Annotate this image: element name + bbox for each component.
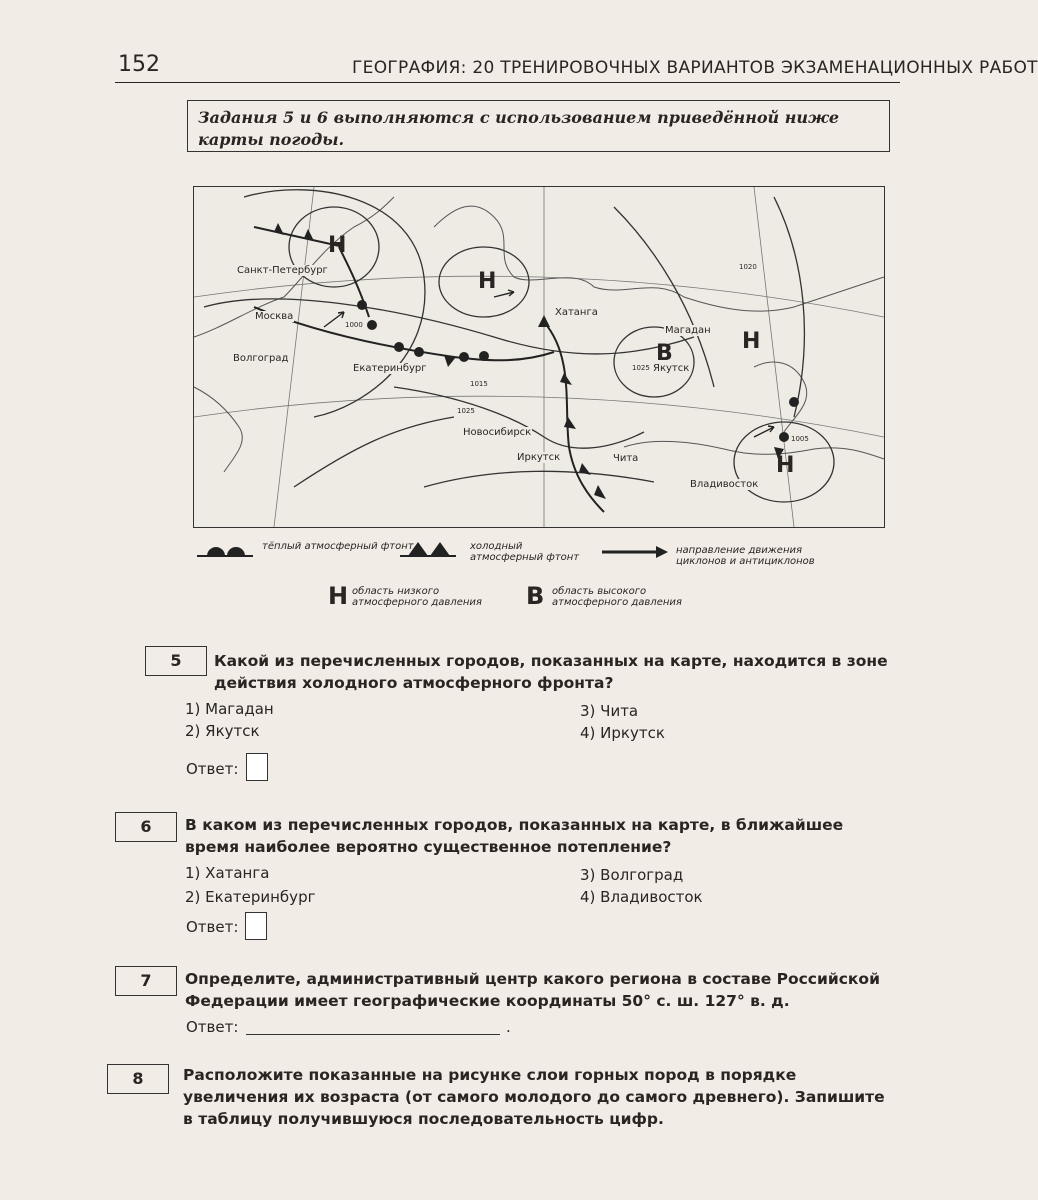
city-irkutsk: Иркутск: [517, 452, 561, 463]
city-spb: Санкт-Петербург: [237, 265, 328, 276]
q5-answer-label: Ответ:: [186, 760, 239, 778]
isobar-label-1020: 1020: [739, 263, 757, 271]
city-magadan: Магадан: [665, 325, 711, 336]
q7-answer-label: Ответ:: [186, 1018, 239, 1036]
q5-answer-input[interactable]: [246, 753, 268, 781]
warm-front-line: [254, 300, 799, 442]
question-number-5: 5: [145, 646, 207, 676]
question-text-7: Определите, административный центр какого региона в составе Российской Федерации имеет географические координаты 50° с. ш. 127° в. д.: [185, 970, 880, 1010]
question-number-7: 7: [115, 966, 177, 996]
cold-front-line: [254, 223, 784, 512]
city-volgograd: Волгоград: [233, 353, 289, 364]
legend-low-symbol: Н: [328, 582, 349, 610]
q6-option-4: 4) Владивосток: [580, 888, 703, 906]
q5-option-2: 2) Якутск: [185, 722, 260, 740]
q6-option-2: 2) Екатеринбург: [185, 888, 316, 906]
city-moscow: Москва: [255, 311, 294, 322]
page-number: 152: [118, 52, 160, 77]
city-khatanga: Хатанга: [555, 307, 598, 318]
city-yakutsk: Якутск: [653, 363, 690, 374]
low-pressure-west: Н: [328, 233, 347, 258]
legend-direction: направление движения циклонов и антициклонов: [676, 545, 815, 567]
q6-option-1: 1) Хатанга: [185, 864, 270, 882]
isobar-label-1025b: 1025: [632, 364, 650, 372]
weather-map: [193, 186, 885, 528]
warm-front-icon: [195, 540, 255, 560]
cold-front-icon: [398, 540, 458, 560]
legend-high-symbol: В: [526, 582, 545, 610]
q6-option-3: 3) Волгоград: [580, 866, 684, 884]
isobar-label-1005: 1005: [791, 435, 809, 443]
question-number-6: 6: [115, 812, 177, 842]
q6-answer-input[interactable]: [245, 912, 267, 940]
intro-text: Задания 5 и 6 выполняются с использованием приведённой ниже карты погоды.: [198, 108, 840, 149]
header-rule: [115, 82, 900, 83]
q5-option-1: 1) Магадан: [185, 700, 274, 718]
low-pressure-east: Н: [742, 329, 761, 354]
legend-cold-front: холодный атмосферный фтонт: [470, 541, 580, 563]
q5-option-3: 3) Чита: [580, 702, 639, 720]
legend-low-area: область низкого атмосферного давления: [352, 586, 482, 608]
city-chita: Чита: [613, 453, 639, 464]
high-pressure-yakutia: В: [656, 341, 673, 366]
q6-answer-label: Ответ:: [186, 918, 239, 936]
intro-box: [187, 100, 890, 152]
low-pressure-north: Н: [478, 269, 497, 294]
low-pressure-pacific: Н: [776, 453, 795, 478]
coastlines: [194, 197, 884, 472]
isobar-label-1000: 1000: [345, 321, 363, 329]
arrow-right-icon: [600, 545, 670, 559]
question-text-6: В каком из перечисленных городов, показанных на карте, в ближайшее время наиболее вероятно существенное потепление?: [185, 816, 844, 856]
city-novosibirsk: Новосибирск: [463, 427, 532, 438]
q7-answer-suffix: .: [506, 1018, 511, 1036]
running-title: ГЕОГРАФИЯ: 20 ТРЕНИРОВОЧНЫХ ВАРИАНТОВ ЭКЗАМЕНАЦИОННЫХ РАБОТ: [352, 58, 1038, 78]
question-number-8: 8: [107, 1064, 169, 1094]
legend-warm-front: тёплый атмосферный фтонт: [262, 541, 414, 552]
city-ekaterinburg: Екатеринбург: [353, 363, 427, 374]
q7-answer-input[interactable]: [246, 1034, 500, 1035]
legend-high-area: область высокого атмосферного давления: [552, 586, 682, 608]
question-text-8: Расположите показанные на рисунке слои горных пород в порядке увеличения их возраста (от самого молодого до самого древнего). Запишите в таблицу получившуюся последовательность цифр.: [183, 1066, 885, 1128]
city-vladivostok: Владивосток: [690, 479, 759, 490]
question-text-5: Какой из перечисленных городов, показанных на карте, находится в зоне действия холодного атмосферного фронта?: [214, 652, 888, 692]
q5-option-4: 4) Иркутск: [580, 724, 665, 742]
isobar-label-1015: 1015: [470, 380, 488, 388]
isobar-label-1025a: 1025: [457, 407, 475, 415]
